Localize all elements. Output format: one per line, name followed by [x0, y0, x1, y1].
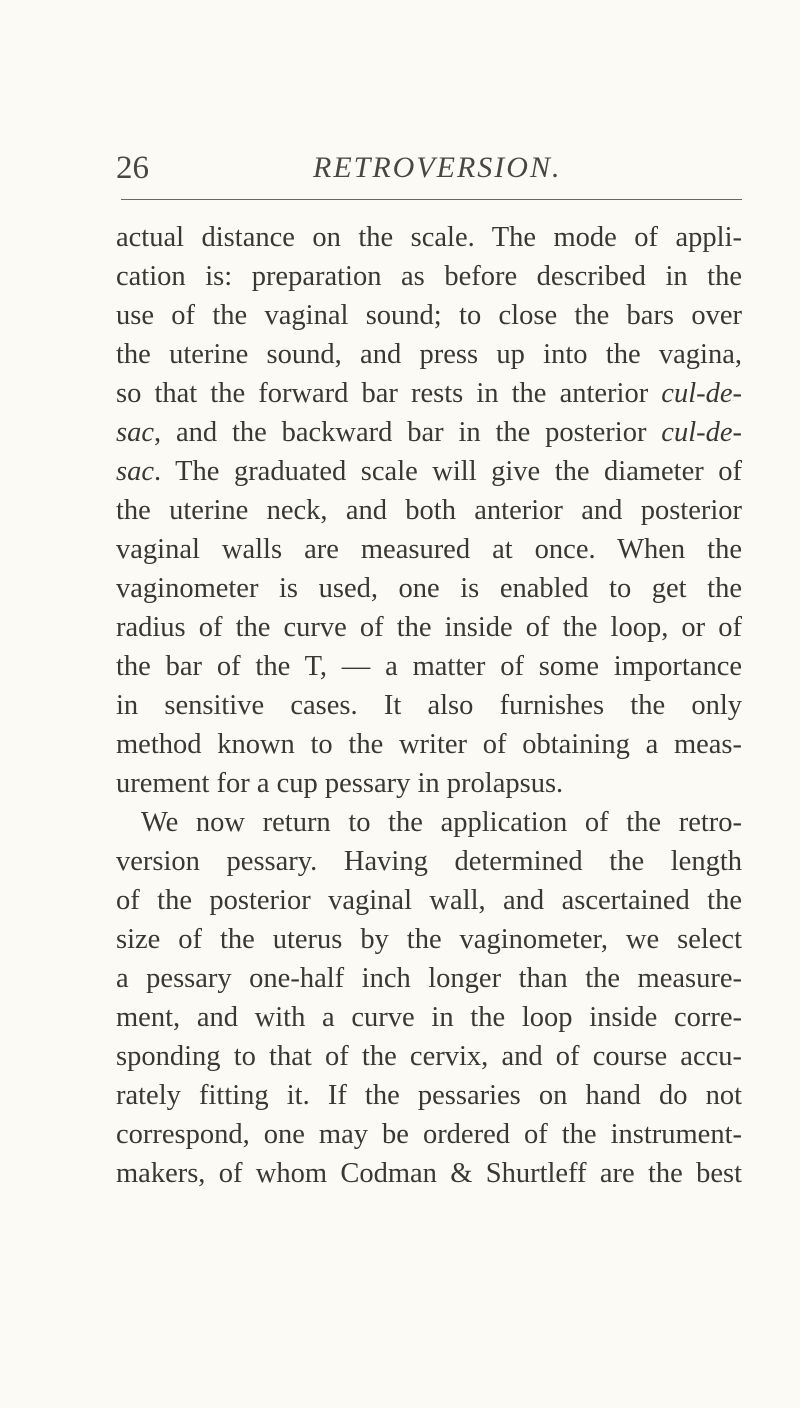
text-line: We now return to the application of the retro-: [141, 807, 742, 838]
italic-term: sac: [116, 456, 154, 487]
text-line: of the posterior vaginal wall, and ascertained the: [116, 885, 742, 916]
page-number: 26: [116, 150, 149, 186]
text-line: ment, and with a curve in the loop inside corre-: [116, 1002, 742, 1033]
text-line: sac, and the backward bar in the posterior cul-de-: [116, 417, 742, 448]
italic-term: cul-de-: [661, 378, 742, 409]
text-line: makers, of whom Codman & Shurtleff are the best: [116, 1158, 742, 1189]
text-line: rately fitting it. If the pessaries on hand do not: [116, 1080, 742, 1111]
running-title: RETROVERSION.: [313, 151, 562, 184]
text-line: version pessary. Having determined the length: [116, 846, 742, 877]
text-line: correspond, one may be ordered of the instrument-: [116, 1119, 742, 1150]
running-head: [116, 150, 742, 186]
text-line: actual distance on the scale. The mode of appli-: [116, 222, 742, 253]
text-line: a pessary one-half inch longer than the measure-: [116, 963, 742, 994]
italic-term: cul-de-: [661, 417, 742, 448]
text-line: the uterine sound, and press up into the vagina,: [116, 339, 742, 370]
text-line: method known to the writer of obtaining a meas-: [116, 729, 742, 760]
text-line: cation is: preparation as before described in the: [116, 261, 742, 292]
text-line: the uterine neck, and both anterior and posterior: [116, 495, 742, 526]
text-line: sponding to that of the cervix, and of course accu-: [116, 1041, 742, 1072]
text-line: size of the uterus by the vaginometer, we select: [116, 924, 742, 955]
text-line: in sensitive cases. It also furnishes the only: [116, 690, 742, 721]
text-line: so that the forward bar rests in the anterior cul-de-: [116, 378, 742, 409]
italic-term: sac: [116, 417, 154, 448]
text-line: the bar of the T, — a matter of some importance: [116, 651, 742, 682]
text-line: urement for a cup pessary in prolapsus.: [116, 768, 564, 799]
body-text: [116, 218, 742, 1193]
text-line: radius of the curve of the inside of the loop, or of: [116, 612, 742, 643]
text-line: sac. The graduated scale will give the diameter of: [116, 456, 742, 487]
text-line: vaginometer is used, one is enabled to get the: [116, 573, 742, 604]
text-line: use of the vaginal sound; to close the bars over: [116, 300, 742, 331]
text-line: vaginal walls are measured at once. When the: [116, 534, 742, 565]
header-rule: [121, 199, 742, 200]
